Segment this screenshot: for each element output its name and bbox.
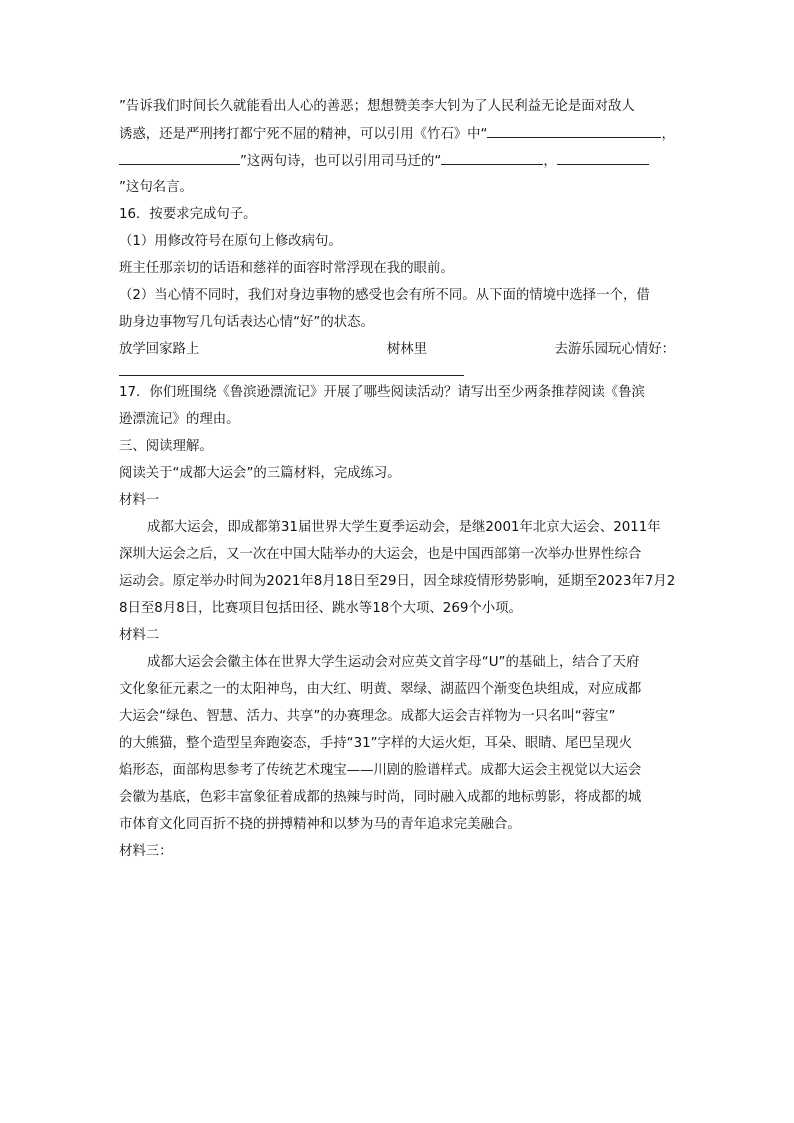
question-17-line2: 逊漂流记》的理由。: [119, 412, 240, 427]
answer-blank-2[interactable]: [119, 147, 240, 165]
section-3-intro: 阅读关于“成都大运会”的三篇材料，完成练习。: [119, 466, 401, 481]
faulty-sentence: 班主任那亲切的话语和慈祥的面容时常浮现在我的眼前。: [119, 261, 454, 276]
scenario-option-3: 去游乐园玩心情好：: [554, 342, 675, 357]
answer-blank-4[interactable]: [557, 147, 649, 165]
section-3-title: 三、阅读理解。: [119, 439, 213, 454]
scenario-option-1: 放学回家路上: [119, 342, 200, 357]
question-17-line1: 17．你们班围绕《鲁滨逊漂流记》开展了哪些阅读活动？请写出至少两条推荐阅读《鲁滨: [119, 385, 645, 400]
scenario-option-2: 树林里: [386, 342, 427, 357]
material-2-line: 成都大运会会徽主体在世界大学生运动会对应英文首字母“U”的基础上，结合了天府: [147, 655, 640, 670]
material-3-title: 材料三：: [119, 844, 173, 859]
material-2-line: 市体育文化同百折不挠的拼搏精神和以梦为马的青年追求完美融合。: [119, 817, 521, 832]
material-2-line: 会徽为基底，色彩丰富象征着成都的热辣与时尚，同时融入成都的地标剪影，将成都的城: [119, 790, 642, 805]
material-2-line: 的大熊猫，整个造型呈奔跑姿态，手持“31”字样的大运火炬，耳朵、眼睛、尾巴呈现火: [119, 736, 632, 751]
question-16-part1: （1）用修改符号在原句上修改病句。: [119, 234, 342, 249]
material-1-line: 运动会。原定举办时间为2021年8月18日至29日，因全球疫情形势影响，延期至2023年7月2: [119, 574, 676, 589]
text-fragment: 诱惑，还是严刑拷打都宁死不屈的精神，可以引用《竹石》中“: [119, 127, 488, 142]
question-16-title: 16．按要求完成句子。: [119, 207, 257, 222]
answer-blank-3[interactable]: [441, 147, 543, 165]
document-page: [119, 93, 675, 865]
material-1-line: 成都大运会，即成都第31届世界大学生夏季运动会，是继2001年北京大运会、2011年: [147, 520, 661, 535]
text-line: ”这句名言。: [119, 180, 193, 195]
text-line: [119, 147, 675, 174]
scenario-options: [119, 336, 675, 363]
text-fragment: ，: [543, 154, 557, 169]
text-line: [119, 120, 675, 147]
answer-line[interactable]: [119, 375, 464, 376]
material-2-line: 焰形态，面部构思参考了传统艺术瑰宝——川剧的脸谱样式。成都大运会主视觉以大运会: [119, 763, 642, 778]
answer-blank-1[interactable]: [487, 120, 661, 138]
material-1-title: 材料一: [119, 493, 160, 508]
text-fragment: ，: [661, 127, 675, 142]
material-1-line: 8日至8月8日，比赛项目包括田径、跳水等18个大项、269个小项。: [119, 601, 522, 616]
material-1-line: 深圳大运会之后，又一次在中国大陆举办的大运会，也是中国西部第一次举办世界性综合: [119, 547, 642, 562]
material-2-line: 文化象征元素之一的太阳神鸟，由大红、明黄、翠绿、湖蓝四个渐变色块组成，对应成都: [119, 682, 642, 697]
material-2-title: 材料二: [119, 628, 160, 643]
text-line: ”告诉我们时间长久就能看出人心的善恶；想想赞美李大钊为了人民利益无论是面对敌人: [119, 99, 635, 114]
text-fragment: ”这两句诗，也可以引用司马迁的“: [240, 154, 442, 169]
question-16-part2-cont: 助身边事物写几句话表达心情“好”的状态。: [119, 315, 374, 330]
question-16-part2: （2）当心情不同时，我们对身边事物的感受也会有所不同。从下面的情境中选择一个，借: [119, 288, 650, 303]
material-2-line: 大运会“绿色、智慧、活力、共享”的办赛理念。成都大运会吉祥物为一只名叫“蓉宝”: [119, 709, 616, 724]
